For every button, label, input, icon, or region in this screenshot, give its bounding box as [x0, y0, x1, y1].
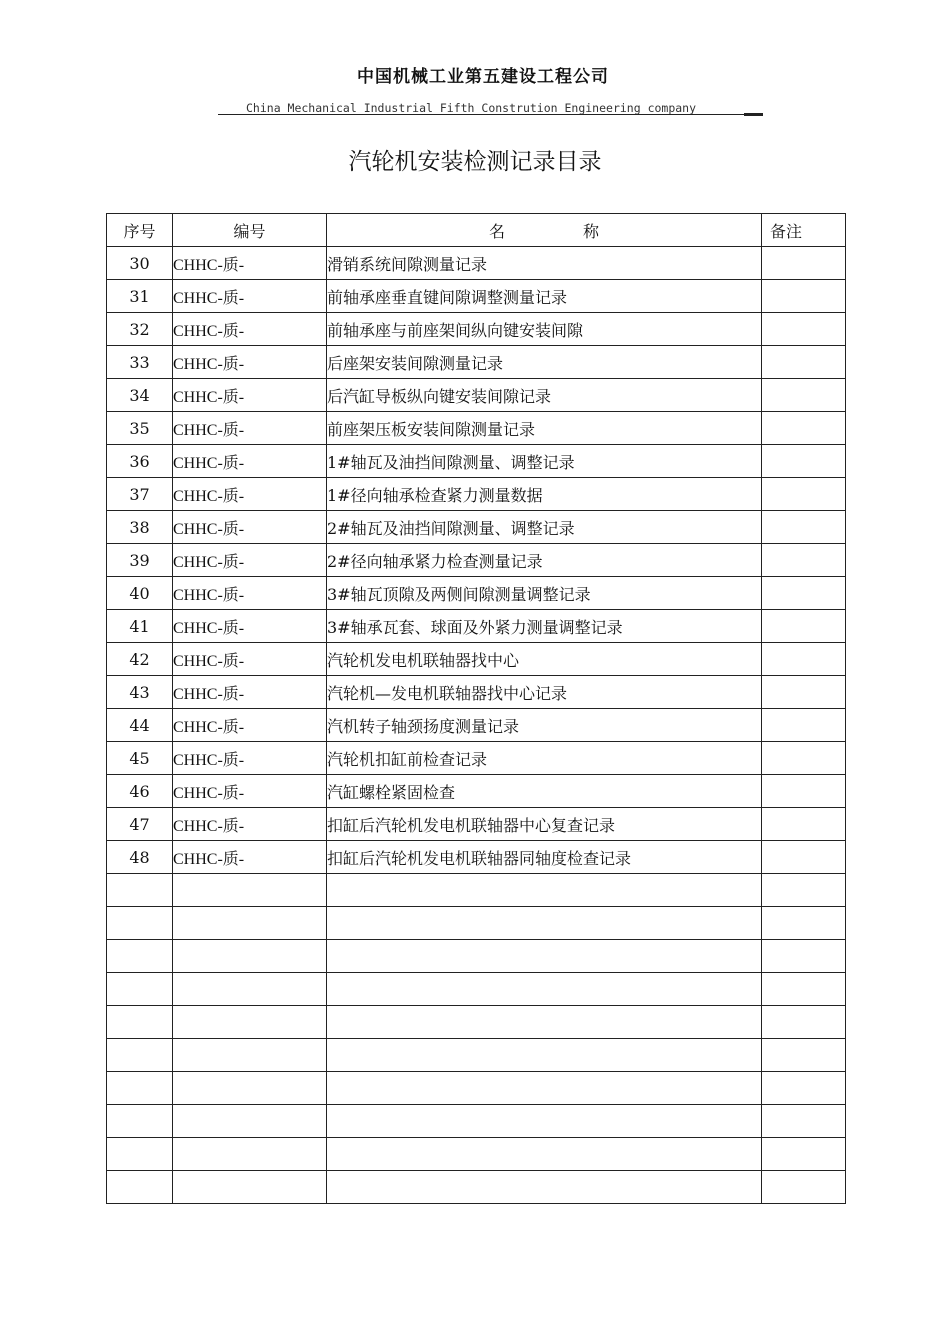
row-code-cell: CHHC-质- — [173, 643, 327, 676]
row-code-cell: CHHC-质- — [173, 742, 327, 775]
row-note-cell — [762, 1138, 846, 1171]
row-seq-cell: 46 — [107, 775, 173, 808]
row-note-cell — [762, 643, 846, 676]
row-seq-cell — [107, 940, 173, 973]
row-note-cell — [762, 940, 846, 973]
row-note-cell — [762, 841, 846, 874]
row-code-cell — [173, 973, 327, 1006]
row-seq-cell: 36 — [107, 445, 173, 478]
row-name-cell: 前座架压板安装间隙测量记录 — [327, 412, 762, 445]
header-rule-accent — [744, 113, 763, 116]
row-code-cell: CHHC-质- — [173, 610, 327, 643]
row-note-cell — [762, 973, 846, 1006]
row-note-cell — [762, 511, 846, 544]
row-note-cell — [762, 445, 846, 478]
row-name-cell: 滑销系统间隙测量记录 — [327, 247, 762, 280]
row-seq-cell: 37 — [107, 478, 173, 511]
row-seq-cell — [107, 907, 173, 940]
table-row — [107, 808, 846, 841]
row-seq-cell — [107, 874, 173, 907]
row-name-cell — [327, 874, 762, 907]
row-code-cell: CHHC-质- — [173, 379, 327, 412]
row-note-cell — [762, 313, 846, 346]
row-seq-cell: 39 — [107, 544, 173, 577]
row-name-cell: 前轴承座与前座架间纵向键安装间隙 — [327, 313, 762, 346]
row-code-cell — [173, 907, 327, 940]
row-seq-cell — [107, 1138, 173, 1171]
column-header-name-part2: 称 — [583, 221, 600, 241]
row-name-cell: 前轴承座垂直键间隙调整测量记录 — [327, 280, 762, 313]
row-seq-cell: 33 — [107, 346, 173, 379]
row-note-cell — [762, 379, 846, 412]
row-code-cell: CHHC-质- — [173, 412, 327, 445]
row-note-cell — [762, 544, 846, 577]
row-name-cell: 2#径向轴承紧力检查测量记录 — [327, 544, 762, 577]
row-note-cell — [762, 709, 846, 742]
row-name-cell — [327, 907, 762, 940]
table-row — [107, 313, 846, 346]
row-note-cell — [762, 577, 846, 610]
records-table-body — [107, 214, 846, 1204]
company-name-cn: 中国机械工业第五建设工程公司 — [357, 67, 609, 87]
table-row — [107, 1006, 846, 1039]
table-row — [107, 874, 846, 907]
row-seq-cell — [107, 1006, 173, 1039]
row-note-cell — [762, 478, 846, 511]
table-row — [107, 247, 846, 280]
row-code-cell: CHHC-质- — [173, 313, 327, 346]
row-seq-cell: 47 — [107, 808, 173, 841]
row-note-cell — [762, 280, 846, 313]
row-note-cell — [762, 1006, 846, 1039]
row-name-cell — [327, 1072, 762, 1105]
row-seq-cell: 34 — [107, 379, 173, 412]
row-note-cell — [762, 1105, 846, 1138]
row-name-cell: 1#轴瓦及油挡间隙测量、调整记录 — [327, 445, 762, 478]
row-code-cell: CHHC-质- — [173, 577, 327, 610]
row-code-cell: CHHC-质- — [173, 775, 327, 808]
row-name-cell — [327, 1171, 762, 1204]
table-row — [107, 841, 846, 874]
row-seq-cell — [107, 1039, 173, 1072]
table-row — [107, 907, 846, 940]
column-header-seq: 序号 — [107, 214, 173, 247]
table-row — [107, 1171, 846, 1204]
table-row — [107, 610, 846, 643]
row-seq-cell — [107, 1072, 173, 1105]
row-code-cell: CHHC-质- — [173, 709, 327, 742]
table-row — [107, 412, 846, 445]
row-note-cell — [762, 247, 846, 280]
row-code-cell: CHHC-质- — [173, 280, 327, 313]
row-name-cell — [327, 1138, 762, 1171]
row-name-cell: 2#轴瓦及油挡间隙测量、调整记录 — [327, 511, 762, 544]
table-row — [107, 280, 846, 313]
row-seq-cell: 40 — [107, 577, 173, 610]
column-header-name — [327, 214, 762, 247]
document-title: 汽轮机安装检测记录目录 — [348, 149, 602, 175]
table-row — [107, 1039, 846, 1072]
row-code-cell — [173, 1138, 327, 1171]
table-row — [107, 379, 846, 412]
table-row — [107, 742, 846, 775]
row-note-cell — [762, 412, 846, 445]
row-code-cell: CHHC-质- — [173, 544, 327, 577]
row-name-cell: 汽缸螺栓紧固检查 — [327, 775, 762, 808]
row-note-cell — [762, 808, 846, 841]
row-code-cell: CHHC-质- — [173, 346, 327, 379]
row-seq-cell: 48 — [107, 841, 173, 874]
row-note-cell — [762, 1072, 846, 1105]
records-table — [106, 213, 846, 1204]
table-row — [107, 1072, 846, 1105]
row-name-cell: 3#轴瓦顶隙及两侧间隙测量调整记录 — [327, 577, 762, 610]
row-seq-cell: 45 — [107, 742, 173, 775]
row-name-cell — [327, 973, 762, 1006]
table-row — [107, 346, 846, 379]
row-code-cell — [173, 874, 327, 907]
row-note-cell — [762, 346, 846, 379]
row-code-cell — [173, 1072, 327, 1105]
header-rule — [218, 114, 744, 115]
row-seq-cell: 30 — [107, 247, 173, 280]
row-name-cell: 扣缸后汽轮机发电机联轴器中心复查记录 — [327, 808, 762, 841]
table-row — [107, 940, 846, 973]
table-row — [107, 544, 846, 577]
row-name-cell: 汽轮机扣缸前检查记录 — [327, 742, 762, 775]
row-code-cell: CHHC-质- — [173, 511, 327, 544]
row-note-cell — [762, 874, 846, 907]
table-row — [107, 577, 846, 610]
row-name-cell — [327, 1006, 762, 1039]
table-row — [107, 511, 846, 544]
table-row — [107, 643, 846, 676]
row-name-cell — [327, 1039, 762, 1072]
row-name-cell: 3#轴承瓦套、球面及外紧力测量调整记录 — [327, 610, 762, 643]
row-name-cell: 汽机转子轴颈扬度测量记录 — [327, 709, 762, 742]
row-code-cell — [173, 1105, 327, 1138]
row-seq-cell: 44 — [107, 709, 173, 742]
company-name-en: China Mechanical Industrial Fifth Constrution Engineering company — [246, 101, 697, 115]
row-code-cell: CHHC-质- — [173, 808, 327, 841]
row-name-cell: 扣缸后汽轮机发电机联轴器同轴度检查记录 — [327, 841, 762, 874]
row-seq-cell — [107, 1171, 173, 1204]
row-seq-cell — [107, 973, 173, 1006]
row-code-cell: CHHC-质- — [173, 676, 327, 709]
row-name-cell — [327, 940, 762, 973]
row-seq-cell: 38 — [107, 511, 173, 544]
row-note-cell — [762, 1171, 846, 1204]
row-note-cell — [762, 1039, 846, 1072]
column-header-code: 编号 — [173, 214, 327, 247]
table-row — [107, 709, 846, 742]
table-row — [107, 445, 846, 478]
column-header-note: 备注 — [762, 214, 846, 247]
row-code-cell — [173, 1006, 327, 1039]
row-code-cell — [173, 1039, 327, 1072]
row-name-cell: 汽轮机发电机联轴器找中心 — [327, 643, 762, 676]
row-name-cell: 后汽缸导板纵向键安装间隙记录 — [327, 379, 762, 412]
row-name-cell: 汽轮机—发电机联轴器找中心记录 — [327, 676, 762, 709]
row-note-cell — [762, 676, 846, 709]
table-header-row — [107, 214, 846, 247]
row-name-cell — [327, 1105, 762, 1138]
row-code-cell: CHHC-质- — [173, 445, 327, 478]
row-note-cell — [762, 775, 846, 808]
row-code-cell: CHHC-质- — [173, 478, 327, 511]
row-seq-cell: 43 — [107, 676, 173, 709]
row-code-cell — [173, 1171, 327, 1204]
row-seq-cell: 42 — [107, 643, 173, 676]
row-seq-cell: 35 — [107, 412, 173, 445]
table-row — [107, 478, 846, 511]
row-note-cell — [762, 610, 846, 643]
table-row — [107, 1138, 846, 1171]
table-row — [107, 973, 846, 1006]
row-code-cell: CHHC-质- — [173, 841, 327, 874]
row-seq-cell: 31 — [107, 280, 173, 313]
table-row — [107, 775, 846, 808]
row-name-cell: 后座架安装间隙测量记录 — [327, 346, 762, 379]
row-code-cell: CHHC-质- — [173, 247, 327, 280]
row-seq-cell — [107, 1105, 173, 1138]
table-row — [107, 676, 846, 709]
row-note-cell — [762, 907, 846, 940]
column-header-name-part1: 名 — [488, 221, 505, 241]
row-note-cell — [762, 742, 846, 775]
row-seq-cell: 32 — [107, 313, 173, 346]
table-row — [107, 1105, 846, 1138]
row-seq-cell: 41 — [107, 610, 173, 643]
row-name-cell: 1#径向轴承检查紧力测量数据 — [327, 478, 762, 511]
row-code-cell — [173, 940, 327, 973]
